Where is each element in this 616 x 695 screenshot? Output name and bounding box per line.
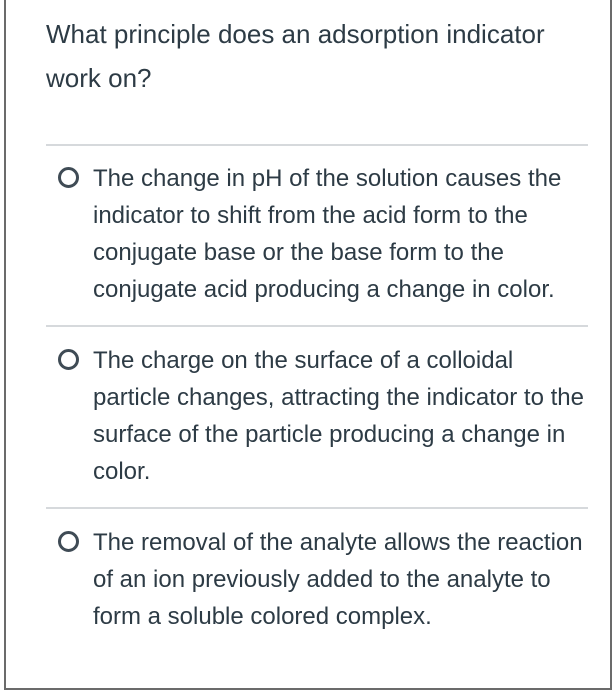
answer-option-1[interactable] bbox=[46, 160, 586, 310]
answer-option-2[interactable] bbox=[46, 342, 586, 492]
radio-unchecked-icon[interactable] bbox=[58, 167, 79, 188]
answer-divider bbox=[46, 144, 588, 146]
answer-option-3-text[interactable]: The removal of the analyte allows the reaction of an ion previously added to the analyte to form a soluble colored complex. bbox=[93, 529, 583, 630]
question-card bbox=[4, 0, 612, 690]
answer-divider bbox=[46, 507, 588, 509]
answer-divider bbox=[46, 325, 588, 327]
question-text: What principle does an adsorption indicator work on? bbox=[46, 19, 545, 93]
answer-option-2-text[interactable]: The charge on the surface of a colloidal particle changes, attracting the indicator to the surface of the particle producing a change in color. bbox=[93, 347, 584, 485]
radio-unchecked-icon[interactable] bbox=[58, 349, 79, 370]
answer-option-1-text[interactable]: The change in pH of the solution causes the indicator to shift from the acid form to the conjugate base or the base form to the conjugate acid producing a change in color. bbox=[93, 165, 562, 303]
answer-option-3[interactable] bbox=[46, 524, 586, 639]
radio-unchecked-icon[interactable] bbox=[58, 531, 79, 552]
